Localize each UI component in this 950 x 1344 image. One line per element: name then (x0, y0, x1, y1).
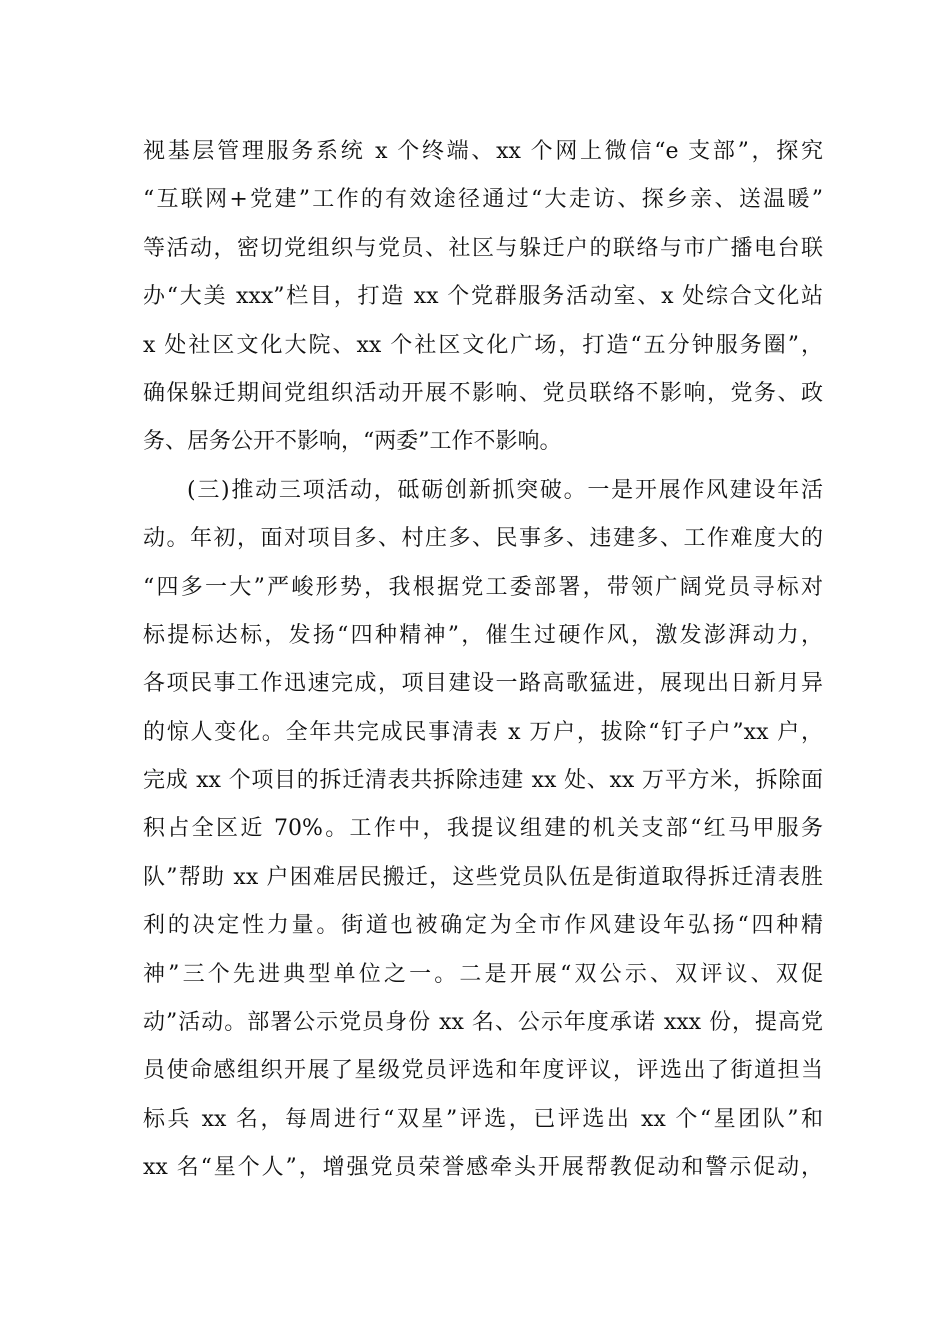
text-line: 标兵 xx 名，每周进行“双星”评选，已评选出 xx 个“星团队”和 (143, 1106, 823, 1132)
text-line: 确保躲迁期间党组织活动开展不影响、党员联络不影响，党务、政 (143, 380, 823, 406)
text-line: 员使命感组织开展了星级党员评选和年度评议，评选出了街道担当 (143, 1058, 823, 1084)
text-line: “四多一大”严峻形势，我根据党工委部署，带领广阔党员寻标对 (143, 574, 823, 600)
text-line: 动”活动。部署公示党员身份 xx 名、公示年度承诺 xxx 份，提高党 (143, 1010, 823, 1036)
body-text (143, 128, 823, 1193)
text-line: “互联网+党建”工作的有效途径通过“大走访、探乡亲、送温暖” (143, 187, 823, 213)
text-line: x 处社区文化大院、xx 个社区文化广场，打造“五分钟服务圈”， (143, 332, 823, 358)
text-line: 各项民事工作迅速完成，项目建设一路高歌猛进，展现出日新月异 (143, 671, 823, 697)
text-line: 标提标达标，发扬“四种精神”，催生过硬作风，激发澎湃动力， (143, 622, 823, 648)
text-line: xx 名“星个人”，增强党员荣誉感牵头开展帮教促动和警示促动， (143, 1155, 823, 1181)
text-line: 积占全区近 70%。工作中，我提议组建的机关支部“红马甲服务 (143, 816, 823, 842)
text-line: 完成 xx 个项目的拆迁清表共拆除违建 xx 处、xx 万平方米，拆除面 (143, 768, 823, 794)
text-line: 神”三个先进典型单位之一。二是开展“双公示、双评议、双促 (143, 961, 823, 987)
text-line: 队”帮助 xx 户困难居民搬迁，这些党员队伍是街道取得拆迁清表胜 (143, 864, 823, 890)
text-line: 视基层管理服务系统 x 个终端、xx 个网上微信“e 支部”，探究 (143, 139, 823, 164)
text-line: 务、居务公开不影响，“两委”工作不影响。 (143, 429, 562, 455)
text-line: 利的决定性力量。街道也被确定为全市作风建设年弘扬“四种精 (143, 913, 823, 939)
paragraph-start-line: (三)推动三项活动，砥砺创新抓突破。一是开展作风建设年活 (187, 477, 823, 503)
text-line: 办“大美 xxx”栏目，打造 xx 个党群服务活动室、x 处综合文化站 (143, 284, 823, 310)
text-line: 等活动，密切党组织与党员、社区与躲迁户的联络与市广播电台联 (143, 235, 823, 261)
text-line: 的惊人变化。全年共完成民事清表 x 万户，拔除“钉子户”xx 户， (143, 719, 823, 745)
text-line: 动。年初，面对项目多、村庄多、民事多、违建多、工作难度大的 (143, 526, 823, 552)
